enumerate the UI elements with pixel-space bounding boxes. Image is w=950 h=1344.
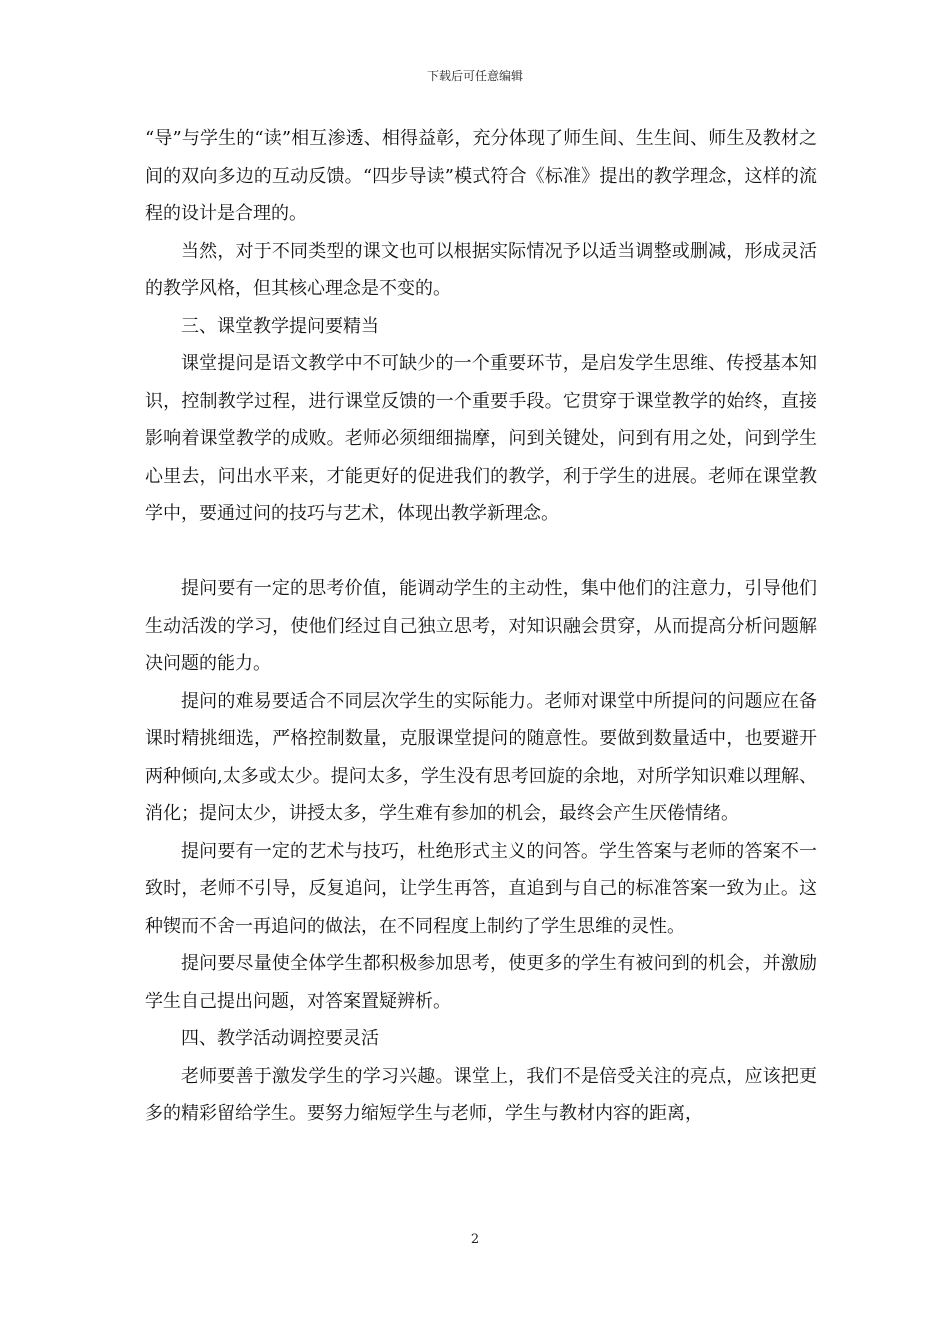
paragraph: 提问要尽量使全体学生都积极参加思考，使更多的学生有被问到的机会，并激励学生自己提出问题，对答案置疑辨析。 — [145, 953, 817, 1012]
paragraph: “导”与学生的“读”相互渗透、相得益彰，充分体现了师生间、生生间、师生及教材之间的双向多边的互动反馈。“四步导读”模式符合《标准》提出的教学理念，这样的流程的设计是合理的。 — [145, 128, 817, 224]
paragraph: 提问要有一定的思考价值，能调动学生的主动性，集中他们的注意力，引导他们生动活泼的学习，使他们经过自己独立思考，对知识融会贯穿，从而提高分析问题解决问题的能力。 — [145, 578, 817, 674]
paragraph: 当然，对于不同类型的课文也可以根据实际情况予以适当调整或删减，形成灵活的教学风格，但其核心理念是不变的。 — [145, 240, 817, 299]
paragraph: 老师要善于激发学生的学习兴趣。课堂上，我们不是倍受关注的亮点，应该把更多的精彩留给学生。要努力缩短学生与老师，学生与教材内容的距离， — [145, 1065, 817, 1124]
page-header: 下载后可任意编辑 — [426, 69, 523, 83]
document-body — [145, 120, 817, 1133]
paragraph: 提问的难易要适合不同层次学生的实际能力。老师对课堂中所提问的问题应在备课时精挑细选，严格控制数量，克服课堂提问的随意性。要做到数量适中，也要避开两种倾向,太多或太少。提问太多，学生没有思考回旋的余地，对所学知识难以理解、消化；提问太少，讲授太多，学生难有参加的机会，最终会产生厌倦情绪。 — [145, 690, 817, 824]
section-heading: 三、课堂教学提问要精当 — [181, 315, 379, 337]
paragraph: 提问要有一定的艺术与技巧，杜绝形式主义的问答。学生答案与老师的答案不一致时，老师不引导，反复追问，让学生再答，直追到与自己的标准答案一致为止。这种锲而不舍一再追问的做法，在不同程度上制约了学生思维的灵性。 — [145, 840, 817, 937]
page-number: 2 — [470, 1232, 480, 1247]
section-heading: 四、教学活动调控要灵活 — [181, 1028, 379, 1049]
paragraph: 课堂提问是语文教学中不可缺少的一个重要环节，是启发学生思维、传授基本知识，控制教学过程，进行课堂反馈的一个重要手段。它贯穿于课堂教学的始终，直接影响着课堂教学的成败。老师必须细细揣摩，问到关键处，问到有用之处，问到学生心里去，问出水平来，才能更好的促进我们的教学，利于学生的进展。老师在课堂教学中，要通过问的技巧与艺术，体现出教学新理念。 — [145, 353, 817, 524]
blank-line — [145, 533, 817, 571]
